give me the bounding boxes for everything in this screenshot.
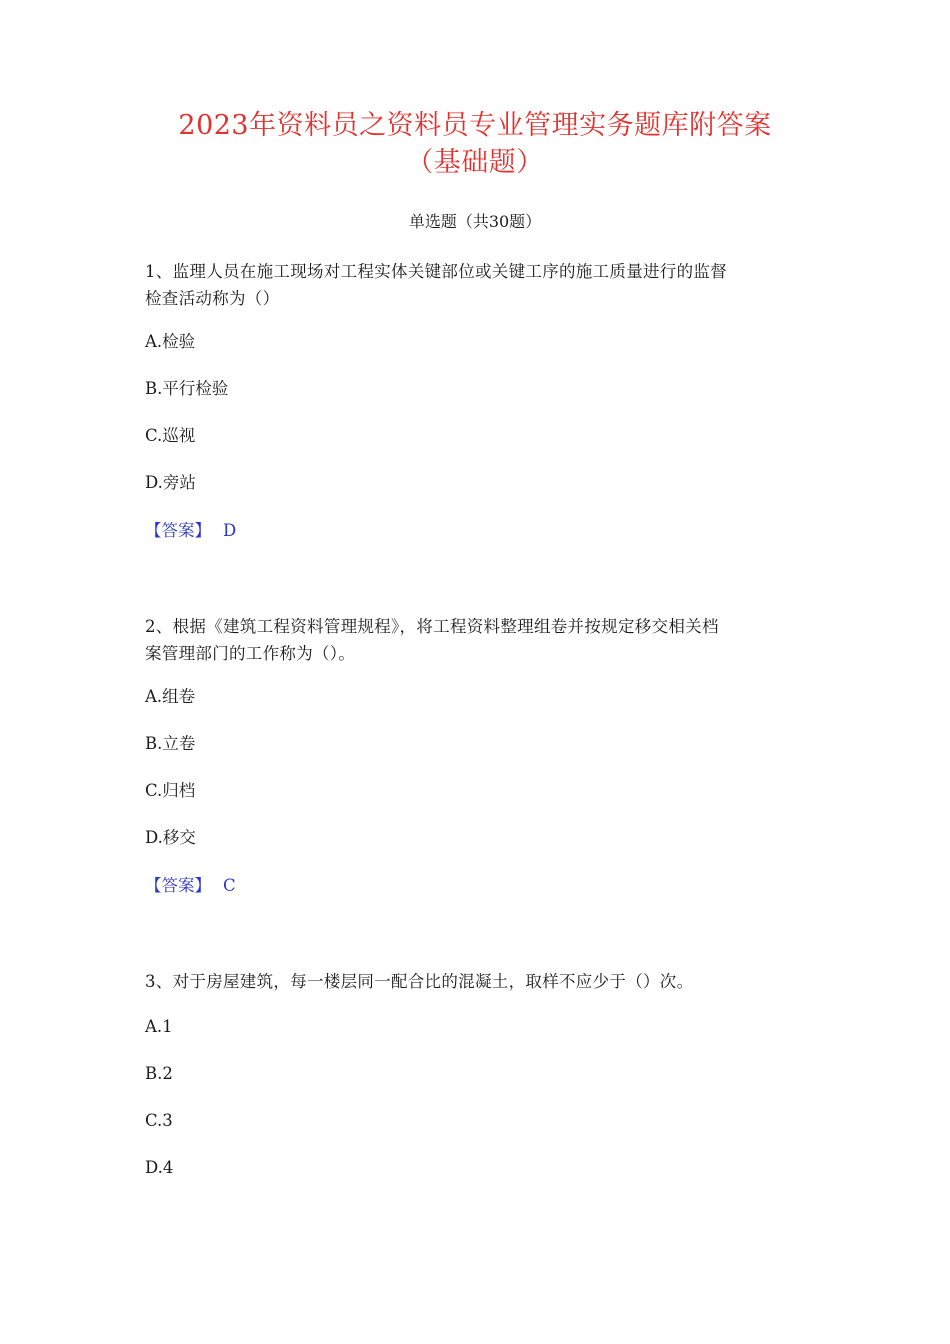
question-1-option-a: A.检验 bbox=[145, 332, 196, 351]
question-3-option-c: C.3 bbox=[145, 1111, 173, 1130]
question-2-option-c: C.归档 bbox=[145, 781, 196, 800]
section-heading: 单选题（共30题） bbox=[408, 212, 542, 231]
question-3-option-d: D.4 bbox=[145, 1158, 174, 1177]
question-1-option-b: B.平行检验 bbox=[145, 379, 229, 398]
question-3-option-b: B.2 bbox=[145, 1064, 173, 1083]
question-2-line-1: 2、根据《建筑工程资料管理规程》，将工程资料整理组卷并按规定移交相关档 bbox=[145, 617, 719, 636]
question-3-text bbox=[145, 968, 815, 995]
answer-value: C bbox=[223, 876, 236, 895]
question-2-option-d: D.移交 bbox=[145, 828, 196, 847]
document-title-line-2: （基础题） bbox=[406, 147, 544, 178]
question-1-line-1: 1、监理人员在施工现场对工程实体关键部位或关键工序的施工质量进行的监督 bbox=[145, 262, 727, 281]
question-1-answer bbox=[145, 519, 236, 543]
question-2-answer bbox=[145, 874, 236, 898]
question-2-text bbox=[145, 613, 815, 667]
question-2-line-2: 案管理部门的工作称为（）。 bbox=[145, 644, 356, 663]
question-1-text bbox=[145, 258, 815, 312]
answer-label: 【答案】 bbox=[145, 521, 211, 540]
question-2-option-a: A.组卷 bbox=[145, 687, 196, 706]
question-3-line-1: 3、对于房屋建筑，每一楼层同一配合比的混凝土，取样不应少于（）次。 bbox=[145, 972, 694, 991]
document-title-line-1: 2023年资料员之资料员专业管理实务题库附答案 bbox=[178, 110, 772, 141]
answer-value: D bbox=[223, 521, 237, 540]
question-1-option-c: C.巡视 bbox=[145, 426, 196, 445]
question-1-option-d: D.旁站 bbox=[145, 473, 196, 492]
question-1-line-2: 检查活动称为（） bbox=[145, 289, 280, 308]
answer-label: 【答案】 bbox=[145, 876, 211, 895]
question-2-option-b: B.立卷 bbox=[145, 734, 196, 753]
question-3-option-a: A.1 bbox=[145, 1017, 173, 1036]
